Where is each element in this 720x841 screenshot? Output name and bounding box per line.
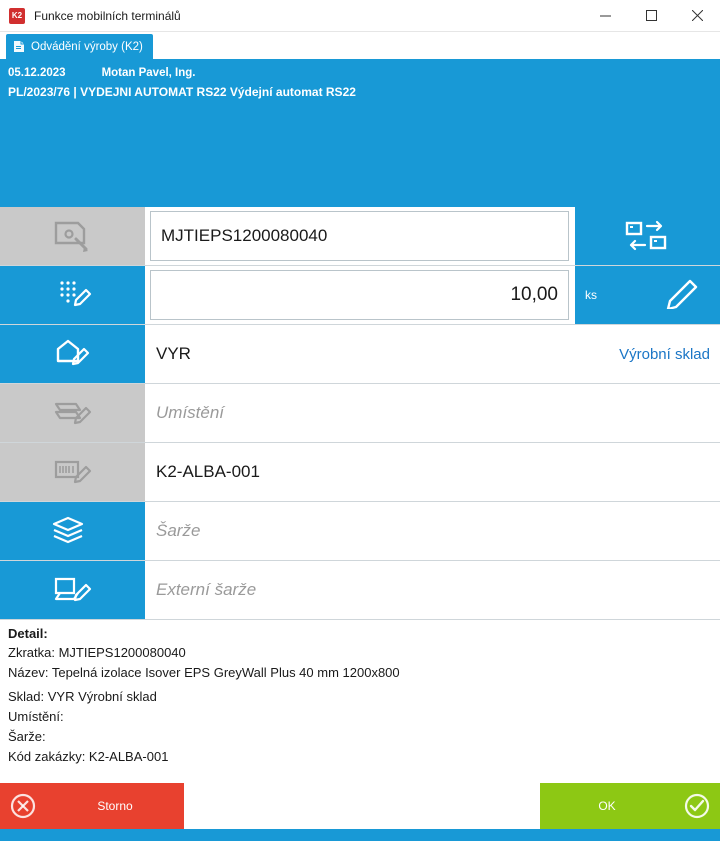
order-pen-icon[interactable] [0,443,146,501]
check-circle-icon [674,791,720,821]
quantity-unit-edit-button[interactable] [574,266,720,324]
batch-input[interactable] [146,502,720,560]
detail-line-zkratka: Zkratka: MJTIEPS1200080040 [8,645,186,660]
quantity-value: 10,00 [510,284,558,305]
external-batch-pen-icon[interactable] [0,561,146,619]
header-document: PL/2023/76 | VYDEJNI AUTOMAT RS22 Výdejní automat RS22 [8,85,356,99]
order-code-input[interactable] [146,443,720,501]
field-row-warehouse [0,325,720,384]
location-pen-icon[interactable] [0,384,146,442]
warehouse-pen-icon[interactable] [0,325,146,383]
field-list [0,207,720,620]
field-row-order-code [0,443,720,502]
field-row-location [0,384,720,443]
detail-title: Detail: [8,626,48,641]
document-tab-icon [12,40,26,54]
layers-pen-icon[interactable] [0,502,146,560]
ok-label: OK [598,799,616,813]
detail-line-sklad: Sklad: VYR Výrobní sklad [8,689,157,704]
detail-line-sarze: Šarže: [8,729,46,744]
close-button[interactable] [674,0,720,32]
header-user: Motan Pavel, Ing. [101,67,196,79]
window-title: Funkce mobilních terminálů [34,8,181,23]
external-batch-input[interactable] [146,561,720,619]
tab-odvadeni-vyroby[interactable] [6,34,153,59]
detail-line-nazev: Název: Tepelná izolace Isover EPS GreyWall Plus 40 mm 1200x800 [8,665,400,680]
action-bar [0,783,720,829]
batch-placeholder: Šarže [156,521,201,540]
field-row-quantity [0,266,720,325]
swap-items-icon[interactable] [574,207,720,265]
order-code-value: K2-ALBA-001 [156,462,260,481]
external-batch-placeholder: Externí šarže [156,580,257,599]
tab-strip [0,32,720,61]
tab-label: Odvádění výroby (K2) [31,40,143,53]
field-row-item-code [0,207,720,266]
ok-button[interactable] [540,783,720,829]
field-row-external-batch [0,561,720,620]
detail-panel [0,620,720,783]
item-code-value: MJTIEPS1200080040 [161,226,328,245]
header-panel [0,61,720,107]
taskbar-strip [0,829,720,841]
k2-app-icon [9,8,25,24]
maximize-button[interactable] [628,0,674,32]
edit-pen-icon [664,277,706,314]
quantity-unit-label: ks [585,288,597,302]
cancel-label: Storno [97,799,133,813]
location-placeholder: Umístění [156,403,225,422]
numeric-keypad-pen-icon[interactable] [0,266,146,324]
warehouse-input[interactable] [146,325,720,383]
barcode-scan-pen-icon[interactable] [0,207,146,265]
header-date: 05.12.2023 [8,67,66,79]
quantity-input[interactable] [150,270,569,320]
window-buttons [582,0,720,32]
minimize-button[interactable] [582,0,628,32]
cancel-button[interactable] [0,783,184,829]
item-code-input[interactable] [150,211,569,261]
warehouse-value: VYR [156,344,191,363]
title-bar [0,0,720,32]
detail-line-umisteni: Umístění: [8,709,64,724]
detail-line-kod-zakazky: Kód zakázky: K2-ALBA-001 [8,749,169,764]
cancel-circle-icon [0,791,46,821]
location-input[interactable] [146,384,720,442]
warehouse-name-label: Výrobní sklad [619,345,710,363]
field-row-batch [0,502,720,561]
header-blank-area [0,107,720,207]
